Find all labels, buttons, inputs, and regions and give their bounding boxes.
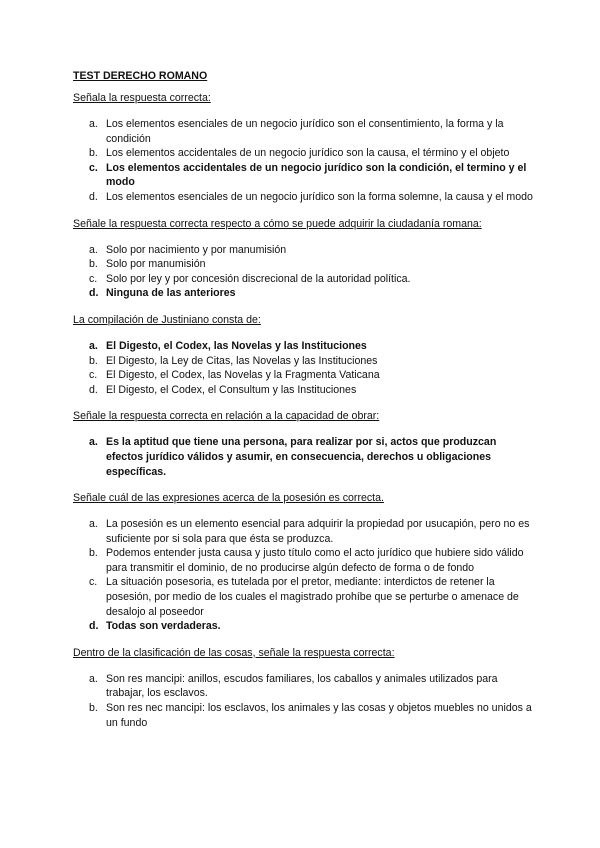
- option-list-item: c. La situación posesoria, es tutelada por el pretor, mediante: interdictos de retener la posesión, por medio de los cuales el magistrado prohíbe que se perturbe o amenace de desalojo al poseedor: [89, 576, 519, 618]
- option-list-item-correct: c. Los elementos accidentales de un negocio jurídico son la condición, el termino y el modo: [89, 161, 527, 189]
- option-list-item-correct: d. Todas son verdaderas.: [89, 620, 221, 633]
- question-4-options: [73, 435, 533, 479]
- question-6-prompt: Dentro de la clasificación de las cosas, señale la respuesta correcta:: [73, 646, 395, 659]
- option-list-item: b. Son res nec mancipi: los esclavos, los animales y las cosas y objetos muebles no unidos a un fundo: [89, 702, 532, 729]
- option-list-item: b. Podemos entender justa causa y justo título como el acto jurídico que hubiere sido válido para transmitir el dominio, de no producirse algún defecto de forma o de fondo: [89, 547, 524, 574]
- option-list-item: a. Son res mancipi: anillos, escudos familiares, los caballos y animales utilizados para trabajar, los esclavos.: [89, 672, 498, 700]
- question-5-options: [73, 517, 533, 634]
- question-6-options: [73, 672, 533, 730]
- question-3-options: [73, 339, 533, 397]
- option-list-item: a. Solo por nacimiento y por manumisión: [89, 243, 287, 256]
- option-list-item: a. Los elementos esenciales de un negocio jurídico son el consentimiento, la forma y la condición: [89, 118, 504, 145]
- option-list-item: a. La posesión es un elemento esencial para adquirir la propiedad por usucapión, pero no es suficiente por si sola para que ésta se produzca.: [89, 518, 530, 545]
- question-5-prompt: Señale cuál de las expresiones acerca de la posesión es correcta.: [73, 492, 384, 505]
- document-page: [73, 70, 533, 742]
- question-3-prompt: La compilación de Justiniano consta de:: [73, 313, 261, 326]
- document-title: TEST DERECHO ROMANO: [73, 70, 208, 82]
- option-list-item: d. El Digesto, el Codex, el Consultum y las Instituciones: [89, 383, 357, 396]
- option-list-item: b. El Digesto, la Ley de Citas, las Novelas y las Instituciones: [89, 354, 378, 367]
- question-1-options: [73, 117, 533, 205]
- option-list-item: b. Solo por manumisión: [89, 258, 206, 271]
- option-list-item: c. El Digesto, el Codex, las Novelas y la Fragmenta Vaticana: [89, 369, 380, 382]
- question-4-prompt: Señale la respuesta correcta en relación a la capacidad de obrar:: [73, 410, 380, 423]
- question-1-prompt: Señala la respuesta correcta:: [73, 92, 211, 104]
- question-2-options: [73, 243, 533, 301]
- question-2-prompt: Señale la respuesta correcta respecto a cómo se puede adquirir la ciudadanía romana:: [73, 217, 482, 230]
- option-list-item: b. Los elementos accidentales de un negocio jurídico son la causa, el término y el objeto: [89, 147, 510, 160]
- option-list-item-correct: a. Es la aptitud que tiene una persona, para realizar por si, actos que produzcan efectos jurídico válidos y asumir, en consecuencia, derechos u obligaciones específicas.: [89, 436, 497, 478]
- option-list-item: d. Los elementos esenciales de un negocio jurídico son la forma solemne, la causa y el modo: [89, 190, 533, 203]
- option-list-item: c. Solo por ley y por concesión discrecional de la autoridad política.: [89, 272, 411, 285]
- option-list-item-correct: a. El Digesto, el Codex, las Novelas y las Instituciones: [89, 339, 367, 352]
- option-list-item-correct: d. Ninguna de las anteriores: [89, 287, 236, 300]
